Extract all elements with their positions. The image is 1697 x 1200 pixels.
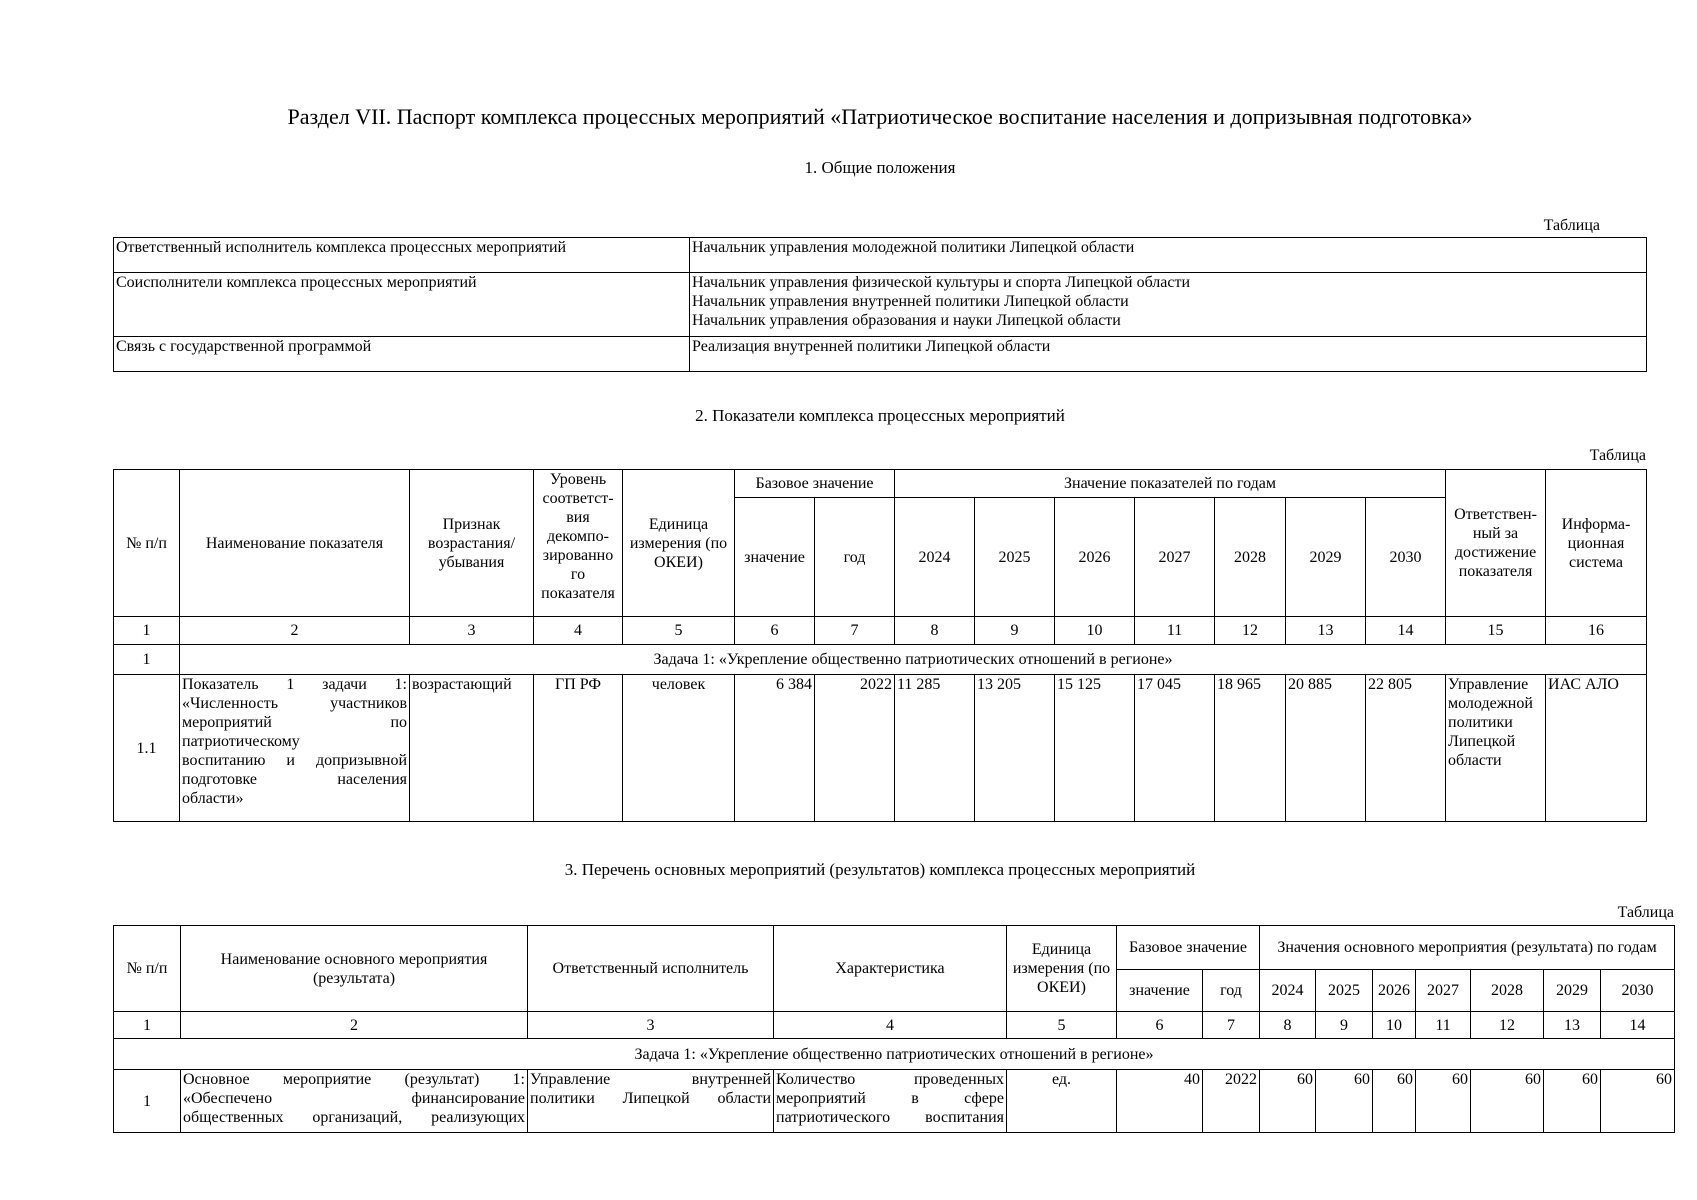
task-number: 1 bbox=[114, 645, 180, 675]
year-value: 11 285 bbox=[895, 675, 975, 822]
col-unit-header: Единица измерения (по ОКЕИ) bbox=[1007, 926, 1117, 1012]
row-label: Связь с государственной программой bbox=[114, 337, 690, 372]
header-line: го bbox=[570, 566, 586, 583]
year-value: 60 bbox=[1416, 1070, 1471, 1133]
task-row bbox=[114, 645, 1647, 675]
year-header: 2028 bbox=[1215, 498, 1286, 617]
col-base-header: Базовое значение bbox=[1117, 926, 1260, 970]
col-number: 4 bbox=[534, 617, 623, 645]
value-line: Начальник управления образования и науки Липецкой области bbox=[692, 312, 1121, 329]
text-line: Липецкой bbox=[1448, 733, 1516, 750]
col-base-header: Базовое значение bbox=[735, 470, 895, 498]
year-header: 2026 bbox=[1055, 498, 1135, 617]
activity-responsible bbox=[528, 1070, 774, 1133]
col-number: 11 bbox=[1135, 617, 1215, 645]
year-value: 60 bbox=[1544, 1070, 1601, 1133]
table-row bbox=[114, 1070, 1675, 1133]
col-number: 4 bbox=[774, 1012, 1007, 1039]
header-row bbox=[114, 470, 1647, 498]
text-line: политики Липецкой области bbox=[530, 1090, 771, 1107]
header-line: система bbox=[1569, 553, 1623, 571]
text-line: Основное мероприятие (результат) 1: bbox=[183, 1071, 525, 1088]
task-text: Задача 1: «Укрепление общественно патриотических отношений в регионе» bbox=[180, 645, 1647, 675]
col-number: 15 bbox=[1446, 617, 1546, 645]
col-base-value-header: значение bbox=[735, 498, 815, 617]
header-line: ционная bbox=[1567, 534, 1625, 552]
col-num-header: № п/п bbox=[114, 470, 180, 617]
year-header: 2029 bbox=[1286, 498, 1366, 617]
year-value: 22 805 bbox=[1366, 675, 1446, 822]
text-line: патриотическому bbox=[182, 733, 300, 750]
year-header: 2025 bbox=[975, 498, 1055, 617]
header-line: декомпо- bbox=[547, 528, 609, 545]
year-value: 60 bbox=[1373, 1070, 1416, 1133]
col-number: 1 bbox=[114, 617, 180, 645]
year-header: 2030 bbox=[1601, 970, 1675, 1012]
text-line: «Численность участников bbox=[182, 695, 407, 712]
row-label: Соисполнители комплекса процессных мероприятий bbox=[114, 273, 690, 337]
header-line: вия bbox=[566, 509, 590, 526]
indicator-unit: человек bbox=[623, 675, 735, 822]
year-value: 60 bbox=[1316, 1070, 1373, 1133]
page-title: Раздел VII. Паспорт комплекса процессных мероприятий «Патриотическое воспитание населения и допризывная подготовка» bbox=[287, 104, 1473, 129]
col-base-value-header: значение bbox=[1117, 970, 1203, 1012]
year-value: 60 bbox=[1260, 1070, 1316, 1133]
text-line: области» bbox=[182, 790, 244, 807]
col-number: 7 bbox=[1203, 1012, 1260, 1039]
year-header: 2030 bbox=[1366, 498, 1446, 617]
col-name-header: Наименование основного мероприятия (результата) bbox=[181, 926, 528, 1012]
base-year: 2022 bbox=[815, 675, 895, 822]
header-line: достижение bbox=[1454, 544, 1537, 561]
col-number: 2 bbox=[180, 617, 410, 645]
value-line: Начальник управления внутренней политики Липецкой области bbox=[692, 293, 1129, 310]
table2-label: Таблица bbox=[1589, 447, 1646, 464]
col-sign-header: Признак возрастания/ убывания bbox=[410, 470, 534, 617]
table-row bbox=[114, 337, 1647, 372]
col-years-header: Значения основного мероприятия (результата) по годам bbox=[1260, 926, 1675, 970]
year-header: 2024 bbox=[895, 498, 975, 617]
col-number: 3 bbox=[410, 617, 534, 645]
row-label: Ответственный исполнитель комплекса процессных мероприятий bbox=[114, 238, 690, 273]
col-number: 13 bbox=[1544, 1012, 1601, 1039]
table-row bbox=[114, 273, 1647, 337]
col-characteristic-header: Характеристика bbox=[774, 926, 1007, 1012]
text-line: Количество проведенных bbox=[776, 1071, 1004, 1088]
year-header: 2024 bbox=[1260, 970, 1316, 1012]
indicator-sign: возрастающий bbox=[410, 675, 534, 822]
indicator-responsible bbox=[1446, 675, 1546, 822]
text-line: области bbox=[1448, 752, 1502, 769]
text-line: мероприятий по bbox=[182, 714, 407, 731]
base-value: 40 bbox=[1117, 1070, 1203, 1133]
col-number: 5 bbox=[1007, 1012, 1117, 1039]
indicator-name bbox=[180, 675, 410, 822]
column-numbers-row bbox=[114, 617, 1647, 645]
col-number: 5 bbox=[623, 617, 735, 645]
year-header: 2026 bbox=[1373, 970, 1416, 1012]
col-unit-header: Единица измерения (по ОКЕИ) bbox=[623, 470, 735, 617]
col-number: 9 bbox=[975, 617, 1055, 645]
year-value: 13 205 bbox=[975, 675, 1055, 822]
year-value: 60 bbox=[1471, 1070, 1544, 1133]
text-line: Управление внутренней bbox=[530, 1071, 771, 1088]
indicators-table bbox=[113, 469, 1647, 822]
text-line: воспитанию и допризывной bbox=[182, 752, 407, 769]
base-value: 6 384 bbox=[735, 675, 815, 822]
year-value: 17 045 bbox=[1135, 675, 1215, 822]
text-line: мероприятий в сфере bbox=[776, 1090, 1004, 1107]
table3-label: Таблица bbox=[1617, 904, 1674, 921]
text-line: общественных организаций, реализующих bbox=[183, 1109, 525, 1126]
col-system-header bbox=[1546, 470, 1647, 617]
year-header: 2029 bbox=[1544, 970, 1601, 1012]
activity-unit: ед. bbox=[1007, 1070, 1117, 1133]
indicator-system: ИАС АЛО bbox=[1546, 675, 1647, 822]
table-row bbox=[114, 675, 1647, 822]
base-year: 2022 bbox=[1203, 1070, 1260, 1133]
header-line: Ответствен- bbox=[1454, 506, 1537, 523]
task-text: Задача 1: «Укрепление общественно патриотических отношений в регионе» bbox=[114, 1039, 1675, 1070]
col-number: 3 bbox=[528, 1012, 774, 1039]
col-number: 2 bbox=[181, 1012, 528, 1039]
activity-characteristic bbox=[774, 1070, 1007, 1133]
col-number: 7 bbox=[815, 617, 895, 645]
header-line: показателя bbox=[541, 585, 615, 602]
year-value: 18 965 bbox=[1215, 675, 1286, 822]
text-line: политики bbox=[1448, 714, 1513, 731]
col-number: 13 bbox=[1286, 617, 1366, 645]
col-base-year-header: год bbox=[815, 498, 895, 617]
col-number: 10 bbox=[1055, 617, 1135, 645]
text-line: Показатель 1 задачи 1: bbox=[182, 676, 407, 693]
col-number: 8 bbox=[895, 617, 975, 645]
col-number: 12 bbox=[1471, 1012, 1544, 1039]
col-responsible-header: Ответственный исполнитель bbox=[528, 926, 774, 1012]
section2-heading: 2. Показатели комплекса процессных мероприятий bbox=[695, 406, 1065, 425]
text-line: Управление bbox=[1448, 676, 1529, 693]
col-number: 6 bbox=[1117, 1012, 1203, 1039]
year-value: 15 125 bbox=[1055, 675, 1135, 822]
value-line: Начальник управления физической культуры и спорта Липецкой области bbox=[692, 274, 1191, 291]
text-line: «Обеспечено финансирование bbox=[183, 1090, 525, 1107]
header-row bbox=[114, 926, 1675, 970]
table1-label: Таблица bbox=[1543, 217, 1600, 234]
table-row bbox=[114, 238, 1647, 273]
col-number: 11 bbox=[1416, 1012, 1471, 1039]
row-number: 1.1 bbox=[114, 675, 180, 822]
text-line: молодежной bbox=[1448, 695, 1533, 712]
year-header: 2025 bbox=[1316, 970, 1373, 1012]
general-provisions-table bbox=[113, 237, 1647, 372]
row-value bbox=[690, 273, 1647, 337]
year-header: 2027 bbox=[1135, 498, 1215, 617]
col-name-header: Наименование показателя bbox=[180, 470, 410, 617]
col-number: 14 bbox=[1366, 617, 1446, 645]
row-value: Начальник управления молодежной политики Липецкой области bbox=[690, 238, 1647, 273]
year-header: 2028 bbox=[1471, 970, 1544, 1012]
main-activities-table bbox=[113, 925, 1675, 1133]
col-responsible-header bbox=[1446, 470, 1546, 617]
col-number: 12 bbox=[1215, 617, 1286, 645]
section1-heading: 1. Общие положения bbox=[804, 158, 956, 177]
col-number: 14 bbox=[1601, 1012, 1675, 1039]
col-base-year-header: год bbox=[1203, 970, 1260, 1012]
col-years-header: Значение показателей по годам bbox=[895, 470, 1446, 498]
col-number: 9 bbox=[1316, 1012, 1373, 1039]
col-number: 16 bbox=[1546, 617, 1647, 645]
header-line: зированно bbox=[542, 547, 614, 564]
text-line: патриотического воспитания bbox=[776, 1109, 1004, 1126]
section3-heading: 3. Перечень основных мероприятий (результатов) комплекса процессных мероприятий bbox=[564, 860, 1196, 879]
header-line: показателя bbox=[1458, 563, 1533, 580]
col-number: 1 bbox=[114, 1012, 181, 1039]
header-line: ный за bbox=[1472, 525, 1519, 542]
row-number: 1 bbox=[114, 1070, 181, 1133]
task-row bbox=[114, 1039, 1675, 1070]
row-value: Реализация внутренней политики Липецкой области bbox=[690, 337, 1647, 372]
col-number: 8 bbox=[1260, 1012, 1316, 1039]
indicator-level: ГП РФ bbox=[534, 675, 623, 822]
col-level-header bbox=[534, 470, 623, 617]
col-number: 10 bbox=[1373, 1012, 1416, 1039]
column-numbers-row bbox=[114, 1012, 1675, 1039]
text-line: подготовке населения bbox=[182, 771, 407, 788]
header-line: соответст- bbox=[542, 490, 614, 507]
col-num-header: № п/п bbox=[114, 926, 181, 1012]
col-number: 6 bbox=[735, 617, 815, 645]
year-value: 20 885 bbox=[1286, 675, 1366, 822]
header-line: Уровень bbox=[549, 471, 607, 488]
activity-name bbox=[181, 1070, 528, 1133]
year-header: 2027 bbox=[1416, 970, 1471, 1012]
header-line: Информа- bbox=[1561, 515, 1631, 533]
year-value: 60 bbox=[1601, 1070, 1675, 1133]
